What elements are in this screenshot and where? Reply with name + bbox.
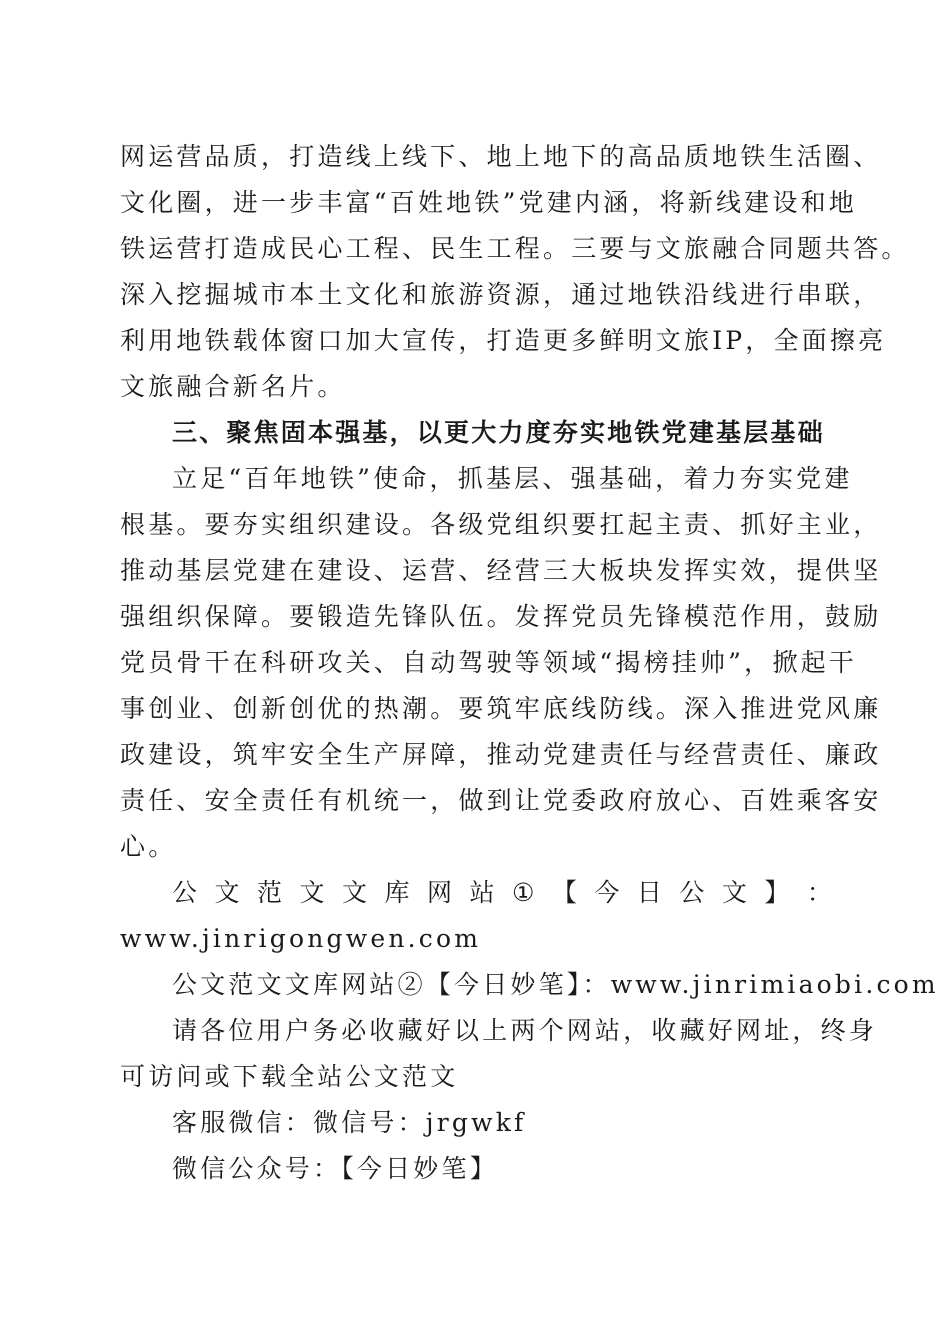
paragraph-line: 推动基层党建在建设、运营、经营三大板块发挥实效，提供坚 (120, 556, 882, 585)
paragraph-line: 深入挖掘城市本土文化和旅游资源，通过地铁沿线进行串联， (120, 280, 882, 309)
site1-label-char: 公 (679, 878, 705, 907)
site1-label-char: 文 (299, 878, 325, 907)
site1-label-char: 文 (214, 878, 240, 907)
paragraph-line: 政建设，筑牢安全生产屏障，推动党建责任与经营责任、廉政 (120, 740, 882, 769)
paragraph-line: 责任、安全责任有机统一，做到让党委政府放心、百姓乘客安 (120, 786, 882, 815)
site1-label (172, 873, 832, 913)
paragraph-line: 立足“百年地铁”使命，抓基层、强基础，着力夯实党建 (172, 464, 853, 493)
site1-label-char: ： (806, 878, 832, 907)
wechat-official-account: 微信公众号：【今日妙笔】 (172, 1154, 498, 1183)
paragraph-line: 党员骨干在科研攻关、自动驾驶等领域“揭榜挂帅”，掀起干 (120, 648, 857, 677)
site1-label-char: 日 (636, 878, 662, 907)
site1-label-char: 文 (342, 878, 368, 907)
paragraph-line: 网运营品质，打造线上线下、地上地下的高品质地铁生活圈、 (120, 142, 882, 171)
site1-label-char: 今 (594, 878, 620, 907)
site1-label-char: 文 (721, 878, 747, 907)
notice-line: 请各位用户务必收藏好以上两个网站，收藏好网址，终身 (172, 1016, 878, 1045)
paragraph-line: 心。 (120, 832, 177, 861)
section-heading: 三、聚焦固本强基，以更大力度夯实地铁党建基层基础 (172, 418, 825, 447)
site1-label-char: 范 (257, 878, 283, 907)
paragraph-line: 强组织保障。要锻造先锋队伍。发挥党员先锋模范作用，鼓励 (120, 602, 882, 631)
customer-service-wechat: 客服微信：微信号：jrgwkf (172, 1108, 527, 1137)
site1-label-char: 站 (469, 878, 495, 907)
paragraph-line: 根基。要夯实组织建设。各级党组织要扛起主责、抓好主业， (120, 510, 882, 539)
site2-line: 公文范文文库网站②【今日妙笔】：www.jinrimiaobi.com (172, 970, 939, 999)
paragraph-line: 事创业、创新创优的热潮。要筑牢底线防线。深入推进党风廉 (120, 694, 882, 723)
site1-label-char: 【 (551, 878, 577, 907)
site1-label-char: ① (512, 878, 535, 907)
site1-label-char: 网 (427, 878, 453, 907)
site1-label-char: 】 (764, 878, 790, 907)
site1-label-char: 库 (384, 878, 410, 907)
notice-line: 可访问或下载全站公文范文 (120, 1062, 459, 1091)
paragraph-line: 铁运营打造成民心工程、民生工程。三要与文旅融合同题共答。 (120, 234, 910, 263)
site1-url: www.jinrigongwen.com (120, 924, 482, 953)
site1-label-char: 公 (172, 878, 198, 907)
paragraph-line: 利用地铁载体窗口加大宣传，打造更多鲜明文旅IP，全面擦亮 (120, 326, 887, 355)
paragraph-line: 文旅融合新名片。 (120, 372, 346, 401)
paragraph-line: 文化圈，进一步丰富“百姓地铁”党建内涵，将新线建设和地 (120, 188, 857, 217)
